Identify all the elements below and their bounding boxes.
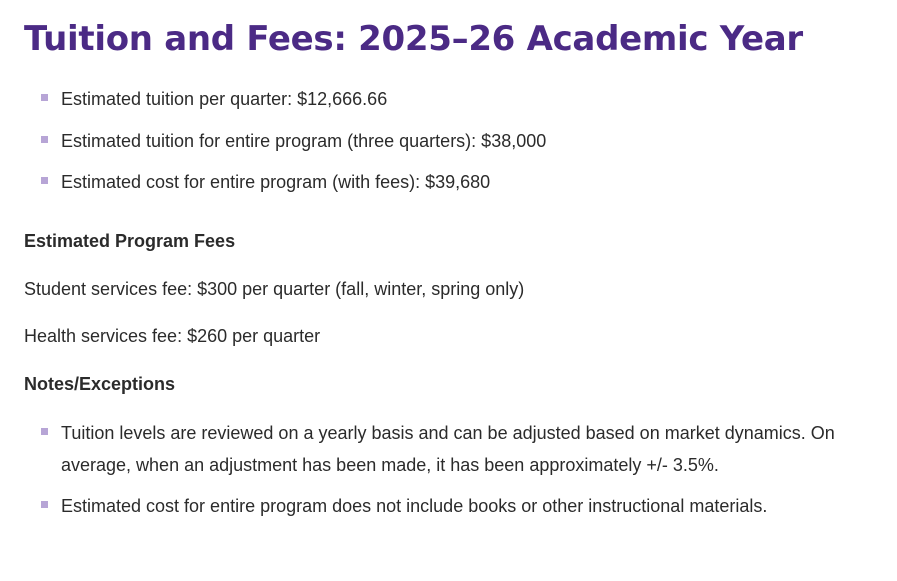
page-title: Tuition and Fees: 2025–26 Academic Year xyxy=(24,19,803,59)
cost-entire-program: Estimated cost for entire program (with fees): $39,680 xyxy=(61,172,491,192)
health-services-fee: Health services fee: $260 per quarter xyxy=(24,326,321,346)
list-item xyxy=(24,84,864,116)
tuition-list xyxy=(24,84,864,209)
list-item xyxy=(24,418,864,481)
notes-list xyxy=(24,418,864,533)
list-item xyxy=(24,491,864,523)
note-books-excluded: Estimated cost for entire program does not include books or other instructional materials. xyxy=(61,496,768,516)
student-services-fee: Student services fee: $300 per quarter (fall, winter, spring only) xyxy=(24,279,525,299)
notes-heading: Notes/Exceptions xyxy=(24,374,176,394)
tuition-per-quarter: Estimated tuition per quarter: $12,666.66 xyxy=(61,89,388,109)
list-item xyxy=(24,167,864,199)
note-tuition-adjustment: Tuition levels are reviewed on a yearly basis and can be adjusted based on market dynamics. On average, when an adjustment has been made, it has been approximately +/- 3.5%. xyxy=(61,423,835,475)
square-bullet-icon xyxy=(41,428,48,435)
square-bullet-icon xyxy=(41,501,48,508)
tuition-entire-program: Estimated tuition for entire program (three quarters): $38,000 xyxy=(61,130,547,151)
square-bullet-icon xyxy=(41,136,48,143)
square-bullet-icon xyxy=(41,177,48,184)
square-bullet-icon xyxy=(41,94,48,101)
list-item xyxy=(24,126,864,158)
fees-heading: Estimated Program Fees xyxy=(24,231,236,251)
